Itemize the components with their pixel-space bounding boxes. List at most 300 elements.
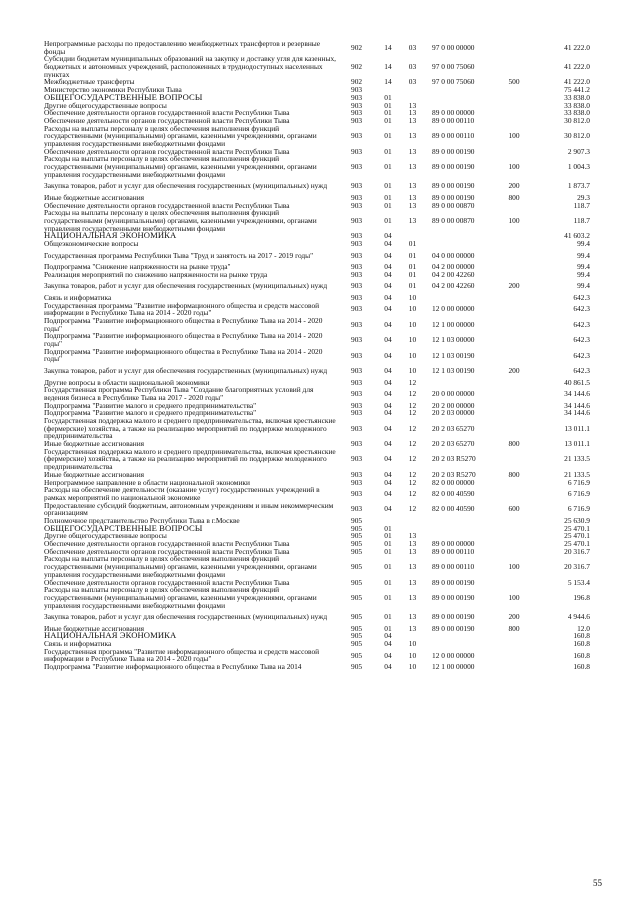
- target-article-code: 89 0 00 00110: [432, 562, 475, 572]
- ministry-code: 905: [351, 562, 363, 572]
- section-code: 04: [384, 469, 392, 479]
- row-name: Государственная программа Республики Тыва "Создание благоприятных условий для ведения бизнеса в Республике Тыва на 2017 - 2020 годы": [44, 385, 314, 402]
- row-name: Реализация мероприятий по снижению напряженности на рынке труда: [44, 269, 268, 279]
- expense-type-code: 100: [508, 215, 520, 225]
- section-code: 01: [384, 131, 392, 141]
- section-code: 01: [384, 546, 392, 556]
- subsection-code: 10: [408, 335, 417, 345]
- expense-type-code: 100: [508, 131, 520, 141]
- section-code: 01: [384, 523, 392, 533]
- ministry-code: 903: [351, 108, 363, 118]
- row-name: Закупка товаров, работ и услуг для обеспечения государственных (муниципальных) нужд: [44, 365, 328, 375]
- row-name: Подпрограмма "Развитие информационного общества в Республике Тыва на 2014 - 2020 годы": [44, 315, 323, 333]
- target-article-code: 89 0 00 00870: [432, 200, 475, 210]
- row-name: Связь и информатика: [44, 292, 112, 302]
- row-name: Государственная поддержка малого и среднего предпринимательства, включая крестьянские (фермерские) хозяйства, а также на реализацию мероприятий по поддержке молодежного предпринимательства: [44, 415, 336, 441]
- table-row: [44, 302, 604, 317]
- section-code: 14: [384, 77, 392, 87]
- section-code: 14: [384, 62, 392, 72]
- section-code: 04: [384, 269, 392, 279]
- section-code: 01: [384, 562, 392, 572]
- ministry-code: 903: [351, 192, 363, 202]
- expense-type-code: 200: [508, 365, 520, 375]
- row-name: Государственная программа "Развитие информационного общества и средств массовой информации в Республике Тыва на 2014 - 2020 годы": [44, 646, 320, 664]
- section-code: 01: [384, 192, 392, 202]
- target-article-code: 89 0 00 00190: [432, 612, 475, 622]
- subsection-code: 03: [408, 42, 417, 52]
- ministry-code: 903: [351, 239, 363, 249]
- row-name: Субсидии бюджетам муниципальных образований на закупку и доставку угля для казенных, бюджетных и автономных учреждений, расположенных в труднодоступных населенных пунктах: [44, 54, 336, 79]
- amount: 196.8: [573, 592, 590, 602]
- row-name: Расходы на выплаты персоналу в целях обеспечения выполнения функций государственными (муниципальными) органами, казенными учреждениями, органами управления государственными внебюджетными фондами: [44, 123, 317, 149]
- section-code: 14: [384, 42, 392, 52]
- subsection-code: 10: [408, 292, 417, 302]
- budget-table: [44, 40, 604, 671]
- row-name: Другие вопросы в области национальной экономики: [44, 377, 210, 387]
- ministry-code: 903: [351, 408, 363, 418]
- subsection-code: 13: [408, 215, 417, 225]
- subsection-code: 12: [408, 454, 417, 464]
- amount: 99.4: [577, 262, 590, 272]
- table-row: [44, 248, 604, 263]
- ministry-code: 905: [351, 516, 363, 525]
- ministry-code: 903: [351, 92, 363, 102]
- subsection-code: 12: [408, 400, 417, 410]
- subsection-code: 01: [408, 250, 417, 260]
- expense-type-code: 100: [508, 592, 520, 602]
- row-name: Расходы на выплаты персоналу в целях обеспечения выполнения функций государственными (муниципальными) органами, казенными учреждениями, органами управления государственными внебюджетными фондами: [44, 154, 317, 179]
- target-article-code: 89 0 00 00190: [432, 181, 475, 191]
- section-code: 01: [384, 612, 392, 622]
- section-code: 04: [384, 631, 392, 641]
- table-row: [44, 663, 604, 671]
- amount: 1 004.3: [567, 162, 590, 172]
- amount: 99.4: [577, 250, 590, 260]
- row-name: Другие общегосударственные вопросы: [44, 531, 167, 541]
- subsection-code: 12: [408, 377, 417, 387]
- subsection-code: 13: [408, 623, 417, 633]
- amount: 75 441.2: [564, 85, 590, 95]
- target-article-code: 97 0 00 00000: [432, 42, 475, 52]
- amount: 13 011.1: [564, 439, 590, 449]
- expense-type-code: 800: [508, 192, 520, 202]
- amount: 642.3: [573, 335, 590, 345]
- subsection-code: 13: [408, 531, 417, 541]
- ministry-code: 903: [351, 181, 363, 191]
- expense-type-code: 800: [508, 469, 520, 479]
- subsection-code: 10: [408, 650, 417, 660]
- section-code: 01: [384, 115, 392, 125]
- subsection-code: 13: [408, 192, 417, 202]
- expense-type-code: 100: [508, 562, 520, 572]
- amount: 6 716.9: [567, 504, 590, 514]
- ministry-code: 903: [351, 504, 363, 514]
- target-article-code: 20 2 00 00000: [432, 400, 475, 410]
- row-name: Иные бюджетные ассигнования: [44, 623, 145, 633]
- ministry-code: 903: [351, 292, 363, 302]
- amount: 642.3: [573, 292, 590, 302]
- row-name: Подпрограмма "Развитие информационного общества в Республике Тыва на 2014 - 2020 годы": [44, 346, 323, 364]
- ministry-code: 905: [351, 592, 363, 602]
- row-name: Закупка товаров, работ и услуг для обеспечения государственных (муниципальных) нужд: [44, 612, 328, 622]
- amount: 33 838.0: [564, 100, 590, 110]
- amount: 34 144.6: [564, 400, 590, 410]
- amount: 4 944.6: [567, 612, 590, 622]
- amount: 12.0: [577, 623, 590, 633]
- subsection-code: 12: [408, 489, 417, 499]
- ministry-code: 903: [351, 439, 363, 449]
- subsection-code: 13: [408, 562, 417, 572]
- ministry-code: 903: [351, 304, 363, 314]
- ministry-code: 902: [351, 77, 363, 87]
- amount: 41 222.0: [564, 77, 590, 87]
- ministry-code: 903: [351, 250, 363, 260]
- section-code: 04: [384, 423, 392, 433]
- amount: 642.3: [573, 304, 590, 314]
- ministry-code: 903: [351, 146, 363, 156]
- section-code: 04: [384, 454, 392, 464]
- table-row: [44, 125, 604, 148]
- row-name: Обеспечение деятельности органов государственной власти Республики Тыва: [44, 577, 290, 587]
- amount: 25 470.1: [564, 531, 590, 541]
- amount: 2 907.3: [567, 146, 590, 156]
- expense-type-code: 500: [508, 77, 520, 87]
- ministry-code: 903: [351, 215, 363, 225]
- section-code: 01: [384, 539, 392, 549]
- ministry-code: 905: [351, 612, 363, 622]
- subsection-code: 13: [408, 115, 417, 125]
- subsection-code: 12: [408, 477, 417, 487]
- ministry-code: 903: [351, 319, 363, 329]
- amount: 118.7: [573, 215, 590, 225]
- row-name: Расходы на обеспечение деятельности (оказание услуг) государственных учреждений в рамках мероприятий по национальной экономике: [44, 485, 320, 502]
- row-name: Предоставление субсидий бюджетным, автономным учреждениям и иным некоммерческим организациям: [44, 500, 334, 518]
- ministry-code: 903: [351, 115, 363, 125]
- target-article-code: 89 0 00 00000: [432, 108, 475, 118]
- ministry-code: 905: [351, 539, 363, 549]
- table-row: [44, 486, 604, 501]
- row-name: Обеспечение деятельности органов государственной власти Республики Тыва: [44, 539, 290, 549]
- ministry-code: 903: [351, 423, 363, 433]
- target-article-code: 89 0 00 00190: [432, 192, 475, 202]
- subsection-code: 12: [408, 408, 417, 418]
- section-code: 01: [384, 108, 392, 118]
- subsection-code: 12: [408, 504, 417, 514]
- subsection-code: 10: [408, 319, 417, 329]
- subsection-code: 03: [408, 62, 417, 72]
- table-row: [44, 632, 604, 640]
- row-name: Общеэкономические вопросы: [44, 239, 139, 249]
- subsection-code: 12: [408, 469, 417, 479]
- ministry-code: 903: [351, 200, 363, 210]
- amount: 21 133.5: [564, 454, 590, 464]
- amount: 40 861.5: [564, 377, 590, 387]
- amount: 20 316.7: [564, 546, 590, 556]
- table-row: [44, 240, 604, 248]
- subsection-code: 13: [408, 100, 417, 110]
- ministry-code: 903: [351, 454, 363, 464]
- row-name: НАЦИОНАЛЬНАЯ ЭКОНОМИКА: [44, 630, 177, 641]
- ministry-code: 905: [351, 639, 363, 649]
- target-article-code: 04 2 00 42260: [432, 281, 475, 291]
- section-code: 01: [384, 181, 392, 191]
- amount: 6 716.9: [567, 477, 590, 487]
- row-name: Межбюджетные трансферты: [44, 77, 135, 87]
- ministry-code: 903: [351, 269, 363, 279]
- table-row: [44, 609, 604, 624]
- ministry-code: 905: [351, 523, 363, 533]
- subsection-code: 10: [408, 304, 417, 314]
- amount: 1 873.7: [567, 181, 590, 191]
- row-name: Расходы на выплаты персоналу в целях обеспечения выполнения функций государственными (муниципальными) органами, казенными учреждениями, органами управления государственными внебюджетными фондами: [44, 585, 317, 610]
- row-name: Обеспечение деятельности органов государственной власти Республики Тыва: [44, 200, 290, 210]
- ministry-code: 905: [351, 623, 363, 633]
- amount: 5 153.4: [567, 577, 590, 587]
- subsection-code: 12: [408, 389, 417, 399]
- target-article-code: 12 1 00 00000: [432, 319, 475, 329]
- amount: 34 144.6: [564, 389, 590, 399]
- table-row: [44, 317, 604, 332]
- section-code: 01: [384, 215, 392, 225]
- subsection-code: 13: [408, 546, 417, 556]
- target-article-code: 12 1 03 00000: [432, 335, 475, 345]
- row-name: Закупка товаров, работ и услуг для обеспечения государственных (муниципальных) нужд: [44, 281, 328, 291]
- target-article-code: 89 0 00 00110: [432, 131, 475, 141]
- row-name: Подпрограмма "Развитие информационного общества в Республике Тыва на 2014 - 2020 годы": [44, 331, 323, 349]
- target-article-code: 04 0 00 00000: [432, 250, 475, 260]
- target-article-code: 97 0 00 75060: [432, 62, 475, 72]
- subsection-code: 13: [408, 162, 417, 172]
- section-code: 04: [384, 350, 392, 360]
- row-name: Непрограммное направление в области национальной экономики: [44, 477, 250, 487]
- target-article-code: 89 0 00 00190: [432, 162, 475, 172]
- amount: 642.3: [573, 350, 590, 360]
- amount: 642.3: [573, 319, 590, 329]
- section-code: 01: [384, 623, 392, 633]
- amount: 6 716.9: [567, 489, 590, 499]
- row-name: Непрограммные расходы по предоставлению межбюджетных трансфертов и резервные фонды: [44, 39, 321, 56]
- section-code: 04: [384, 489, 392, 499]
- row-name: Связь и информатика: [44, 639, 112, 649]
- ministry-code: 903: [351, 365, 363, 375]
- subsection-code: 13: [408, 131, 417, 141]
- target-article-code: 89 0 00 00190: [432, 577, 475, 587]
- table-row: [44, 278, 604, 293]
- row-name: НАЦИОНАЛЬНАЯ ЭКОНОМИКА: [44, 230, 177, 241]
- section-code: 04: [384, 400, 392, 410]
- section-code: 01: [384, 577, 392, 587]
- row-name: ОБЩЕГОСУДАРСТВЕННЫЕ ВОПРОСЫ: [44, 522, 203, 533]
- subsection-code: 13: [408, 539, 417, 549]
- target-article-code: 89 0 00 00000: [432, 539, 475, 549]
- row-name: Подпрограмма "Развитие малого и среднего предпринимательства": [44, 400, 257, 410]
- section-code: 04: [384, 319, 392, 329]
- expense-type-code: 200: [508, 612, 520, 622]
- section-code: 01: [384, 92, 392, 102]
- subsection-code: 10: [408, 350, 417, 360]
- row-name: Обеспечение деятельности органов государственной власти Республики Тыва: [44, 146, 290, 156]
- ministry-code: 903: [351, 162, 363, 172]
- row-name: Расходы на выплаты персоналу в целях обеспечения выполнения функций государственными (муниципальными) органами, казенными учреждениями, органами управления государственными внебюджетными фондами: [44, 208, 317, 233]
- table-row: [44, 209, 604, 232]
- subsection-code: 13: [408, 577, 417, 587]
- target-article-code: 97 0 00 75060: [432, 77, 475, 87]
- target-article-code: 20 2 03 R5270: [432, 469, 476, 479]
- ministry-code: 905: [351, 650, 363, 660]
- target-article-code: 82 0 00 40590: [432, 504, 475, 514]
- target-article-code: 89 0 00 00110: [432, 546, 475, 556]
- target-article-code: 20 2 03 65270: [432, 423, 475, 433]
- amount: 21 133.5: [564, 469, 590, 479]
- amount: 33 838.0: [564, 92, 590, 102]
- section-code: 04: [384, 250, 392, 260]
- row-name: Подпрограмма "Развитие информационного общества в Республике Тыва на 2014: [44, 662, 302, 672]
- target-article-code: 82 0 00 00000: [432, 477, 475, 487]
- ministry-code: 902: [351, 42, 363, 52]
- row-name: Иные бюджетные ассигнования: [44, 469, 145, 479]
- subsection-code: 12: [408, 439, 417, 449]
- section-code: 04: [384, 377, 392, 387]
- amount: 25 630.9: [564, 516, 590, 525]
- target-article-code: 89 0 00 00190: [432, 146, 475, 156]
- section-code: 04: [384, 439, 392, 449]
- section-code: 04: [384, 239, 392, 249]
- section-code: 04: [384, 304, 392, 314]
- expense-type-code: 200: [508, 281, 520, 291]
- target-article-code: 89 0 00 00190: [432, 623, 475, 633]
- table-row: [44, 271, 604, 279]
- table-row: [44, 555, 604, 578]
- section-code: 04: [384, 504, 392, 514]
- row-name: Закупка товаров, работ и услуг для обеспечения государственных (муниципальных) нужд: [44, 181, 328, 191]
- page-number: 55: [593, 878, 602, 888]
- row-name: Другие общегосударственные вопросы: [44, 100, 167, 110]
- amount: 642.3: [573, 365, 590, 375]
- expense-type-code: 800: [508, 439, 520, 449]
- subsection-code: 13: [408, 181, 417, 191]
- row-name: Подпрограмма "Развитие малого и среднего предпринимательства": [44, 408, 257, 418]
- row-name: Обеспечение деятельности органов государственной власти Республики Тыва: [44, 108, 290, 118]
- row-name: Расходы на выплаты персоналу в целях обеспечения выполнения функций государственными (муниципальными) органами, казенными учреждениями, органами управления государственными внебюджетными фондами: [44, 554, 317, 579]
- table-row: [44, 40, 604, 55]
- amount: 160.8: [573, 650, 590, 660]
- target-article-code: 12 1 03 00190: [432, 350, 475, 360]
- table-row: [44, 386, 604, 401]
- section-code: 04: [384, 365, 392, 375]
- ministry-code: 902: [351, 62, 363, 72]
- ministry-code: 903: [351, 350, 363, 360]
- row-name: Подпрограмма "Снижение напряженности на рынке труда": [44, 262, 231, 272]
- subsection-code: 01: [408, 262, 417, 272]
- ministry-code: 903: [351, 489, 363, 499]
- table-row: [44, 155, 604, 178]
- section-code: 04: [384, 335, 392, 345]
- section-code: 01: [384, 200, 392, 210]
- ministry-code: 905: [351, 662, 363, 672]
- amount: 29.3: [577, 192, 590, 202]
- row-name: Министерство экономики Республики Тыва: [44, 85, 182, 95]
- table-row: [44, 332, 604, 347]
- target-article-code: 82 0 00 40590: [432, 489, 475, 499]
- amount: 41 603.2: [564, 231, 590, 241]
- amount: 160.8: [573, 631, 590, 641]
- table-row: [44, 448, 604, 471]
- table-row: [44, 348, 604, 363]
- amount: 13 011.1: [564, 423, 590, 433]
- ministry-code: 903: [351, 100, 363, 110]
- amount: 41 222.0: [564, 62, 590, 72]
- expense-type-code: 100: [508, 162, 520, 172]
- amount: 25 470.1: [564, 523, 590, 533]
- section-code: 04: [384, 477, 392, 487]
- ministry-code: 903: [351, 131, 363, 141]
- subsection-code: 10: [408, 639, 417, 649]
- ministry-code: 903: [351, 477, 363, 487]
- expense-type-code: 600: [508, 504, 520, 514]
- ministry-code: 903: [351, 400, 363, 410]
- subsection-code: 13: [408, 146, 417, 156]
- subsection-code: 13: [408, 108, 417, 118]
- ministry-code: 903: [351, 262, 363, 272]
- target-article-code: 20 0 00 00000: [432, 389, 475, 399]
- row-name: Государственная поддержка малого и среднего предпринимательства, включая крестьянские (фермерские) хозяйства, а также на реализацию мероприятий по поддержке молодежного предпринимательства: [44, 446, 336, 472]
- row-name: Обеспечение деятельности органов государственной власти Республики Тыва: [44, 115, 290, 125]
- section-code: 04: [384, 662, 392, 672]
- ministry-code: 903: [351, 469, 363, 479]
- table-row: [44, 586, 604, 609]
- subsection-code: 01: [408, 269, 417, 279]
- subsection-code: 13: [408, 200, 417, 210]
- subsection-code: 10: [408, 365, 417, 375]
- section-code: 04: [384, 231, 392, 241]
- expense-type-code: 200: [508, 181, 520, 191]
- subsection-code: 01: [408, 281, 417, 291]
- subsection-code: 13: [408, 592, 417, 602]
- section-code: 04: [384, 292, 392, 302]
- expense-type-code: 800: [508, 623, 520, 633]
- ministry-code: 905: [351, 577, 363, 587]
- table-row: [44, 417, 604, 440]
- row-name: ОБЩЕГОСУДАРСТВЕННЫЕ ВОПРОСЫ: [44, 91, 203, 102]
- target-article-code: 04 2 00 42260: [432, 269, 475, 279]
- table-row: [44, 55, 604, 78]
- amount: 30 812.0: [564, 115, 590, 125]
- ministry-code: 903: [351, 335, 363, 345]
- section-code: 01: [384, 146, 392, 156]
- target-article-code: 20 2 03 00000: [432, 408, 475, 418]
- table-row: [44, 363, 604, 378]
- target-article-code: 12 1 00 00000: [432, 662, 475, 672]
- amount: 30 812.0: [564, 131, 590, 141]
- ministry-code: 905: [351, 546, 363, 556]
- target-article-code: 12 0 00 00000: [432, 304, 475, 314]
- subsection-code: 13: [408, 612, 417, 622]
- section-code: 01: [384, 531, 392, 541]
- amount: 20 316.7: [564, 562, 590, 572]
- subsection-code: 01: [408, 239, 417, 249]
- ministry-code: 903: [351, 389, 363, 399]
- amount: 160.8: [573, 662, 590, 672]
- section-code: 04: [384, 639, 392, 649]
- section-code: 04: [384, 650, 392, 660]
- amount: 118.7: [573, 200, 590, 210]
- amount: 99.4: [577, 281, 590, 291]
- table-row: [44, 178, 604, 193]
- target-article-code: 20 2 03 R5270: [432, 454, 476, 464]
- ministry-code: 905: [351, 531, 363, 541]
- row-name: Иные бюджетные ассигнования: [44, 439, 145, 449]
- section-code: 04: [384, 281, 392, 291]
